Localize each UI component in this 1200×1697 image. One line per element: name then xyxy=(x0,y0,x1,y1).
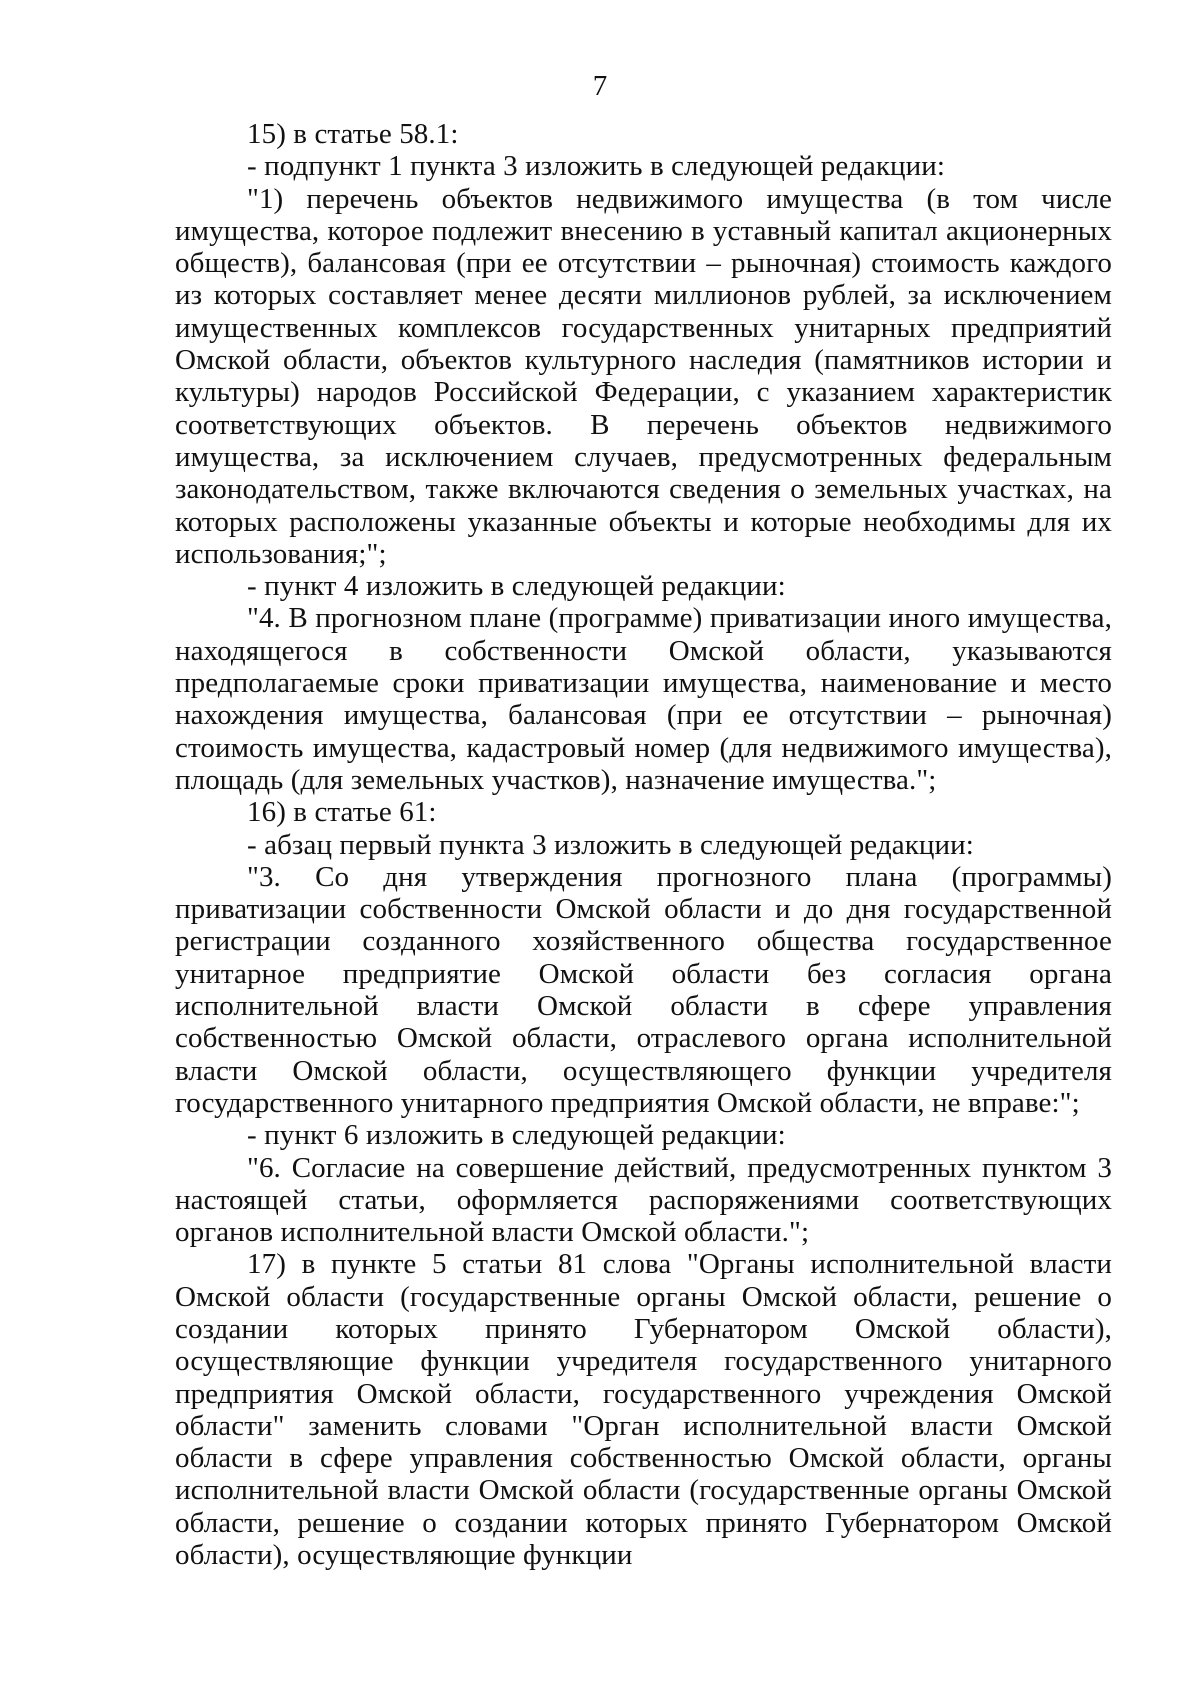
paragraph-item-6-edit: - пункт 6 изложить в следующей редакции: xyxy=(247,1119,786,1152)
document-body xyxy=(175,118,1112,1571)
paragraph-consent-item-6: "6. Согласие на совершение действий, предусмотренных пунктом 3 настоящей статьи, оформляется распоряжениями соответствующих органов исполнительной власти Омской области."; xyxy=(175,1151,1112,1249)
paragraph-item-4-edit: - пункт 4 изложить в следующей редакции: xyxy=(247,570,786,603)
paragraph-article-61: 16) в статье 61: xyxy=(247,796,437,829)
paragraph-subitem-1-item-3: - подпункт 1 пункта 3 изложить в следующей редакции: xyxy=(247,150,946,183)
page-number: 7 xyxy=(592,70,608,102)
paragraph-first-abzac-item-3: - абзац первый пункта 3 изложить в следующей редакции: xyxy=(247,828,974,861)
paragraph-article-81: 17) в пункте 5 статьи 81 слова "Органы исполнительной власти Омской области (государственные органы Омской области, решение о создании которых принято Губернатором Омской области), осуществляющие функции учредителя государственного унитарного предприятия Омской области, государственного учреждения Омской области" заменить словами "Орган исполнительной власти Омской области в сфере управления собственностью Омской области, органы исполнительной власти Омской области (государственные органы Омской области, решение о создании которых принято Губернатором Омской области), осуществляющие функции xyxy=(175,1248,1112,1572)
paragraph-list-of-real-estate: "1) перечень объектов недвижимого имущества (в том числе имущества, которое подлежит внесению в уставный капитал акционерных обществ), балансовая (при ее отсутствии – рыночная) стоимость каждого из которых составляет менее десяти миллионов рублей, за исключением имущественных комплексов государственных унитарных предприятий Омской области, объектов культурного наследия (памятников истории и культуры) народов Российской Федерации, с указанием характеристик соответствующих объектов. В перечень объектов недвижимого имущества, за исключением случаев, предусмотренных федеральным законодательством, также включаются сведения о земельных участках, на которых расположены указанные объекты и которые необходимы для их использования;"; xyxy=(175,182,1112,570)
paragraph-forecast-plan: "4. В прогнозном плане (программе) приватизации иного имущества, находящегося в собственности Омской области, указываются предполагаемые сроки приватизации имущества, наименование и место нахождения имущества, балансовая (при ее отсутствии – рыночная) стоимость имущества, кадастровый номер (для недвижимого имущества), площадь (для земельных участков), назначение имущества."; xyxy=(175,602,1112,796)
paragraph-privatization-restriction: "3. Со дня утверждения прогнозного плана (программы) приватизации собственности Омской области и до дня государственной регистрации созданного хозяйственного общества государственное унитарное предприятие Омской области без согласия органа исполнительной власти Омской области в сфере управления собственностью Омской области, отраслевого органа исполнительной власти Омской области, осуществляющего функции учредителя государственного унитарного предприятия Омской области, не вправе:"; xyxy=(175,860,1112,1119)
paragraph-article-58-1: 15) в статье 58.1: xyxy=(247,118,459,150)
